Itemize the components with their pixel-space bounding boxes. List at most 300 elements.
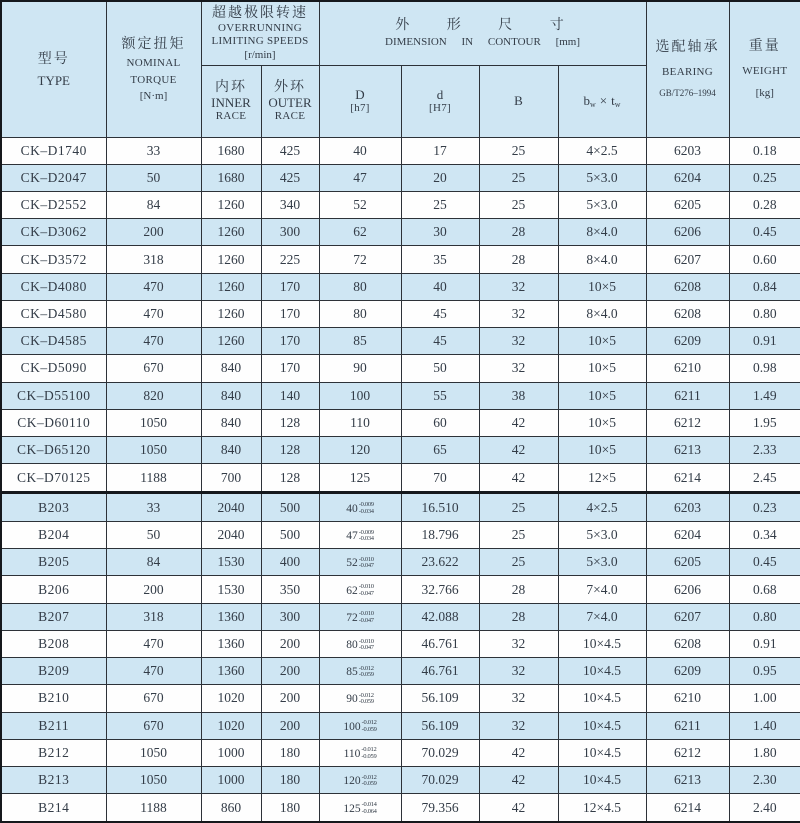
- cell-bearing: 6203: [646, 493, 729, 522]
- cell-B: 32: [479, 273, 558, 300]
- outer-race-en2: RACE: [274, 110, 306, 122]
- col-header-D: [319, 65, 401, 137]
- cell-d: 70.029: [401, 739, 479, 766]
- cell-d: 35: [401, 246, 479, 273]
- cell-d: 32.766: [401, 576, 479, 603]
- cell-d: 70: [401, 464, 479, 493]
- speeds-unit: [r/min]: [244, 48, 276, 61]
- col-header-keyway: [558, 65, 646, 137]
- cell-bearing: 6208: [646, 300, 729, 327]
- col-group-speeds: [201, 1, 319, 65]
- cell-bearing: 6209: [646, 658, 729, 685]
- cell-d: 46.761: [401, 658, 479, 685]
- cell-bearing: 6213: [646, 767, 729, 794]
- table-row: [1, 712, 800, 739]
- cell-d: 45: [401, 328, 479, 355]
- cell-outer-race: 425: [261, 137, 319, 164]
- cell-type: B213: [1, 767, 106, 794]
- cell-inner-race: 1000: [201, 739, 261, 766]
- cell-keyway: 10×5: [558, 273, 646, 300]
- cell-keyway: 5×3.0: [558, 521, 646, 548]
- tolerance-stack: -0.012 -0.059: [361, 719, 377, 733]
- cell-B: 32: [479, 300, 558, 327]
- cell-d: 60: [401, 409, 479, 436]
- cell-bearing: 6207: [646, 603, 729, 630]
- cell-outer-race: 180: [261, 794, 319, 822]
- cell-keyway: 7×4.0: [558, 576, 646, 603]
- cell-keyway: 12×5: [558, 464, 646, 493]
- cell-inner-race: 1680: [201, 164, 261, 191]
- col-header-torque: [106, 1, 201, 137]
- cell-outer-race: 128: [261, 437, 319, 464]
- cell-outer-race: 140: [261, 382, 319, 409]
- cell-inner-race: 860: [201, 794, 261, 822]
- cell-type: B209: [1, 658, 106, 685]
- weight-label-en: WEIGHT: [742, 65, 788, 78]
- cell-D: 125: [319, 464, 401, 493]
- cell-inner-race: 1530: [201, 549, 261, 576]
- cell-type: CK–D3062: [1, 219, 106, 246]
- cell-weight: 0.45: [729, 549, 800, 576]
- bearing-standard: GB/T276–1994: [659, 87, 716, 98]
- cell-B: 42: [479, 409, 558, 436]
- cell-weight: 2.45: [729, 464, 800, 493]
- keyway-b-sub: w: [590, 100, 596, 109]
- cell-type: B204: [1, 521, 106, 548]
- cell-keyway: 8×4.0: [558, 219, 646, 246]
- cell-keyway: 5×3.0: [558, 164, 646, 191]
- table-body: [1, 137, 800, 822]
- cell-D: 40 -0.009 -0.034: [319, 493, 401, 522]
- outer-race-en1: OUTER: [268, 95, 312, 110]
- tolerance-stack: -0.009 -0.034: [358, 528, 374, 543]
- cell-B: 32: [479, 328, 558, 355]
- table-row: [1, 409, 800, 436]
- cell-keyway: 10×4.5: [558, 658, 646, 685]
- table-row: [1, 794, 800, 822]
- cell-bearing: 6208: [646, 273, 729, 300]
- table-row: [1, 191, 800, 218]
- cell-keyway: 10×5: [558, 409, 646, 436]
- cell-B: 25: [479, 521, 558, 548]
- cell-B: 25: [479, 164, 558, 191]
- cell-torque: 50: [106, 164, 201, 191]
- dimension-label-cn: 外 形 尺 寸: [395, 17, 570, 33]
- cell-bearing: 6212: [646, 409, 729, 436]
- cell-outer-race: 225: [261, 246, 319, 273]
- table-row: [1, 549, 800, 576]
- table-row: [1, 328, 800, 355]
- cell-weight: 1.00: [729, 685, 800, 712]
- cell-outer-race: 170: [261, 300, 319, 327]
- table-row: [1, 219, 800, 246]
- cell-weight: 0.28: [729, 191, 800, 218]
- cell-weight: 0.60: [729, 246, 800, 273]
- cell-B: 42: [479, 437, 558, 464]
- cell-weight: 0.18: [729, 137, 800, 164]
- keyway-b: b: [583, 93, 590, 108]
- dimension-label-en: DIMENSION IN CONTOUR [mm]: [385, 35, 581, 48]
- cell-bearing: 6206: [646, 576, 729, 603]
- cell-weight: 2.30: [729, 767, 800, 794]
- cell-B: 25: [479, 493, 558, 522]
- table-row: [1, 658, 800, 685]
- cell-weight: 0.80: [729, 300, 800, 327]
- inner-race-en2: RACE: [215, 110, 247, 122]
- tolerance-stack: -0.012 -0.059: [358, 691, 374, 706]
- type-label-cn: 型号: [37, 51, 70, 67]
- cell-keyway: 10×4.5: [558, 767, 646, 794]
- cell-keyway: 10×4.5: [558, 685, 646, 712]
- cell-type: B214: [1, 794, 106, 822]
- col-header-outer-race: [261, 65, 319, 137]
- cell-outer-race: 170: [261, 355, 319, 382]
- table-row: [1, 630, 800, 657]
- cell-outer-race: 128: [261, 409, 319, 436]
- cell-bearing: 6208: [646, 630, 729, 657]
- cell-outer-race: 340: [261, 191, 319, 218]
- cell-keyway: 10×4.5: [558, 712, 646, 739]
- cell-type: CK–D2047: [1, 164, 106, 191]
- cell-inner-race: 1020: [201, 685, 261, 712]
- table-row: [1, 246, 800, 273]
- keyway-t-sub: w: [614, 100, 621, 109]
- cell-B: 42: [479, 767, 558, 794]
- cell-D: 40: [319, 137, 401, 164]
- cell-torque: 670: [106, 685, 201, 712]
- col-header-B: [479, 65, 558, 137]
- cell-weight: 1.95: [729, 409, 800, 436]
- cell-outer-race: 400: [261, 549, 319, 576]
- cell-bearing: 6205: [646, 549, 729, 576]
- cell-inner-race: 1020: [201, 712, 261, 739]
- cell-keyway: 10×4.5: [558, 739, 646, 766]
- cell-inner-race: 1260: [201, 300, 261, 327]
- cell-type: CK–D2552: [1, 191, 106, 218]
- cell-torque: 318: [106, 603, 201, 630]
- cell-bearing: 6204: [646, 164, 729, 191]
- cell-d: 40: [401, 273, 479, 300]
- cell-weight: 0.68: [729, 576, 800, 603]
- cell-weight: 1.80: [729, 739, 800, 766]
- cell-torque: 1050: [106, 767, 201, 794]
- cell-inner-race: 1260: [201, 328, 261, 355]
- cell-bearing: 6203: [646, 137, 729, 164]
- torque-label-en1: NOMINAL: [126, 56, 181, 69]
- cell-inner-race: 2040: [201, 493, 261, 522]
- tolerance-stack: -0.012 -0.059: [358, 664, 374, 679]
- cell-outer-race: 300: [261, 219, 319, 246]
- cell-type: CK–D4080: [1, 273, 106, 300]
- cell-D: 52: [319, 191, 401, 218]
- cell-inner-race: 840: [201, 355, 261, 382]
- cell-D: 100: [319, 382, 401, 409]
- cell-inner-race: 840: [201, 409, 261, 436]
- col-header-bearing: [646, 1, 729, 137]
- cell-type: B210: [1, 685, 106, 712]
- tolerance-stack: -0.010 -0.047: [358, 583, 374, 597]
- cell-inner-race: 2040: [201, 521, 261, 548]
- cell-B: 25: [479, 137, 558, 164]
- cell-D: 90 -0.012 -0.059: [319, 685, 401, 712]
- cell-bearing: 6205: [646, 191, 729, 218]
- cell-keyway: 10×5: [558, 328, 646, 355]
- cell-inner-race: 1680: [201, 137, 261, 164]
- cell-torque: 1188: [106, 794, 201, 822]
- cell-keyway: 5×3.0: [558, 191, 646, 218]
- cell-torque: 470: [106, 273, 201, 300]
- d-symbol: d: [436, 86, 444, 102]
- cell-torque: 1188: [106, 464, 201, 493]
- cell-torque: 670: [106, 712, 201, 739]
- cell-inner-race: 1360: [201, 630, 261, 657]
- cell-torque: 200: [106, 219, 201, 246]
- cell-bearing: 6209: [646, 328, 729, 355]
- cell-bearing: 6211: [646, 712, 729, 739]
- cell-torque: 200: [106, 576, 201, 603]
- keyway-t: t: [611, 93, 615, 108]
- col-header-d: [401, 65, 479, 137]
- cell-D: 80 -0.010 -0.047: [319, 630, 401, 657]
- cell-B: 42: [479, 739, 558, 766]
- cell-keyway: 4×2.5: [558, 493, 646, 522]
- cell-outer-race: 300: [261, 603, 319, 630]
- cell-B: 25: [479, 191, 558, 218]
- cell-torque: 820: [106, 382, 201, 409]
- cell-weight: 0.95: [729, 658, 800, 685]
- cell-B: 32: [479, 685, 558, 712]
- cell-D: 110 -0.012 -0.059: [319, 739, 401, 766]
- table-row: [1, 603, 800, 630]
- cell-weight: 0.23: [729, 493, 800, 522]
- cell-type: CK–D55100: [1, 382, 106, 409]
- col-header-weight: [729, 1, 800, 137]
- cell-d: 70.029: [401, 767, 479, 794]
- cell-inner-race: 840: [201, 437, 261, 464]
- cell-type: CK–D60110: [1, 409, 106, 436]
- cell-d: 65: [401, 437, 479, 464]
- cell-D: 72: [319, 246, 401, 273]
- cell-type: CK–D3572: [1, 246, 106, 273]
- cell-D: 85: [319, 328, 401, 355]
- cell-type: CK–D1740: [1, 137, 106, 164]
- cell-D: 110: [319, 409, 401, 436]
- torque-label-en2: TORQUE: [130, 73, 177, 86]
- cell-type: CK–D5090: [1, 355, 106, 382]
- cell-torque: 470: [106, 658, 201, 685]
- table-row: [1, 685, 800, 712]
- cell-keyway: 10×5: [558, 437, 646, 464]
- cell-weight: 0.34: [729, 521, 800, 548]
- weight-unit: [kg]: [755, 87, 774, 100]
- cell-torque: 33: [106, 137, 201, 164]
- cell-weight: 0.25: [729, 164, 800, 191]
- cell-inner-race: 1260: [201, 246, 261, 273]
- cell-outer-race: 128: [261, 464, 319, 493]
- outer-race-cn: 外环: [274, 80, 306, 95]
- table-row: [1, 273, 800, 300]
- cell-outer-race: 200: [261, 685, 319, 712]
- cell-inner-race: 1360: [201, 603, 261, 630]
- cell-d: 42.088: [401, 603, 479, 630]
- cell-D: 80: [319, 300, 401, 327]
- cell-type: CK–D4585: [1, 328, 106, 355]
- cell-type: B205: [1, 549, 106, 576]
- cell-inner-race: 1530: [201, 576, 261, 603]
- cell-d: 23.622: [401, 549, 479, 576]
- table-row: [1, 164, 800, 191]
- cell-torque: 50: [106, 521, 201, 548]
- cell-torque: 84: [106, 549, 201, 576]
- cell-outer-race: 180: [261, 739, 319, 766]
- cell-torque: 318: [106, 246, 201, 273]
- torque-label-cn: 额定扭矩: [121, 36, 186, 52]
- cell-bearing: 6204: [646, 521, 729, 548]
- table-row: [1, 137, 800, 164]
- cell-inner-race: 1260: [201, 273, 261, 300]
- cell-outer-race: 200: [261, 658, 319, 685]
- cell-outer-race: 170: [261, 328, 319, 355]
- cell-inner-race: 1360: [201, 658, 261, 685]
- cell-D: 80: [319, 273, 401, 300]
- cell-bearing: 6213: [646, 437, 729, 464]
- cell-B: 42: [479, 464, 558, 493]
- table-row: [1, 767, 800, 794]
- torque-unit: [N·m]: [139, 89, 168, 102]
- tolerance-stack: -0.012 -0.059: [361, 746, 377, 760]
- cell-weight: 0.98: [729, 355, 800, 382]
- cell-type: B208: [1, 630, 106, 657]
- table-row: [1, 355, 800, 382]
- cell-weight: 0.45: [729, 219, 800, 246]
- cell-bearing: 6206: [646, 219, 729, 246]
- cell-keyway: 8×4.0: [558, 300, 646, 327]
- cell-D: 120 -0.012 -0.059: [319, 767, 401, 794]
- cell-bearing: 6214: [646, 464, 729, 493]
- cell-D: 120: [319, 437, 401, 464]
- cell-bearing: 6211: [646, 382, 729, 409]
- table-row: [1, 464, 800, 493]
- cell-weight: 0.80: [729, 603, 800, 630]
- cell-B: 28: [479, 576, 558, 603]
- cell-weight: 0.84: [729, 273, 800, 300]
- cell-weight: 1.40: [729, 712, 800, 739]
- cell-D: 90: [319, 355, 401, 382]
- cell-torque: 1050: [106, 739, 201, 766]
- cell-inner-race: 1260: [201, 191, 261, 218]
- cell-d: 56.109: [401, 712, 479, 739]
- cell-bearing: 6210: [646, 685, 729, 712]
- cell-outer-race: 180: [261, 767, 319, 794]
- cell-weight: 2.40: [729, 794, 800, 822]
- cell-torque: 470: [106, 300, 201, 327]
- cell-keyway: 10×5: [558, 382, 646, 409]
- cell-D: 62: [319, 219, 401, 246]
- cell-d: 16.510: [401, 493, 479, 522]
- tolerance-stack: -0.010 -0.047: [358, 637, 374, 652]
- bearing-label-cn: 选配轴承: [655, 39, 720, 55]
- cell-weight: 0.91: [729, 630, 800, 657]
- d-fit: [H7]: [429, 101, 451, 114]
- cell-d: 25: [401, 191, 479, 218]
- cell-torque: 84: [106, 191, 201, 218]
- cell-inner-race: 1000: [201, 767, 261, 794]
- cell-inner-race: 1260: [201, 219, 261, 246]
- tolerance-stack: -0.014 -0.064: [361, 801, 377, 815]
- cell-type: CK–D70125: [1, 464, 106, 493]
- cell-weight: 0.91: [729, 328, 800, 355]
- cell-bearing: 6207: [646, 246, 729, 273]
- cell-keyway: 10×4.5: [558, 630, 646, 657]
- cell-d: 50: [401, 355, 479, 382]
- cell-d: 55: [401, 382, 479, 409]
- cell-type: CK–D4580: [1, 300, 106, 327]
- type-label-en: TYPE: [37, 72, 70, 88]
- cell-outer-race: 425: [261, 164, 319, 191]
- cell-keyway: 10×5: [558, 355, 646, 382]
- table-row: [1, 300, 800, 327]
- cell-outer-race: 500: [261, 493, 319, 522]
- speeds-label-en2: LIMITING SPEEDS: [211, 34, 309, 47]
- tolerance-stack: -0.010 -0.047: [358, 610, 374, 624]
- table-row: [1, 576, 800, 603]
- cell-outer-race: 200: [261, 630, 319, 657]
- cell-keyway: 5×3.0: [558, 549, 646, 576]
- table-row: [1, 437, 800, 464]
- cell-torque: 33: [106, 493, 201, 522]
- cell-d: 20: [401, 164, 479, 191]
- tolerance-stack: -0.012 -0.059: [361, 773, 377, 788]
- cell-B: 32: [479, 630, 558, 657]
- B-symbol: B: [514, 93, 523, 108]
- cell-d: 46.761: [401, 630, 479, 657]
- cell-B: 38: [479, 382, 558, 409]
- cell-weight: 2.33: [729, 437, 800, 464]
- cell-torque: 1050: [106, 409, 201, 436]
- speeds-label-en1: OVERRUNNING: [218, 21, 302, 34]
- tolerance-stack: -0.010 -0.047: [358, 555, 374, 570]
- col-group-dimension: [319, 1, 646, 65]
- cell-torque: 670: [106, 355, 201, 382]
- cell-B: 32: [479, 712, 558, 739]
- cell-type: B207: [1, 603, 106, 630]
- cell-type: B212: [1, 739, 106, 766]
- cell-keyway: 12×4.5: [558, 794, 646, 822]
- cell-d: 17: [401, 137, 479, 164]
- cell-keyway: 7×4.0: [558, 603, 646, 630]
- cell-d: 79.356: [401, 794, 479, 822]
- cell-weight: 1.49: [729, 382, 800, 409]
- cell-bearing: 6214: [646, 794, 729, 822]
- cell-inner-race: 700: [201, 464, 261, 493]
- cell-B: 42: [479, 794, 558, 822]
- weight-label-cn: 重量: [748, 39, 781, 55]
- cell-B: 32: [479, 658, 558, 685]
- D-symbol: D: [355, 86, 365, 102]
- cell-torque: 1050: [106, 437, 201, 464]
- cell-B: 28: [479, 219, 558, 246]
- inner-race-cn: 内环: [215, 80, 247, 95]
- inner-race-en1: INNER: [211, 95, 251, 110]
- cell-D: 47: [319, 164, 401, 191]
- table-row: [1, 739, 800, 766]
- tolerance-stack: -0.009 -0.034: [358, 501, 374, 515]
- keyway-times: ×: [599, 93, 608, 108]
- cell-inner-race: 840: [201, 382, 261, 409]
- bearing-label-en: BEARING: [662, 65, 714, 78]
- cell-outer-race: 200: [261, 712, 319, 739]
- cell-type: B203: [1, 493, 106, 522]
